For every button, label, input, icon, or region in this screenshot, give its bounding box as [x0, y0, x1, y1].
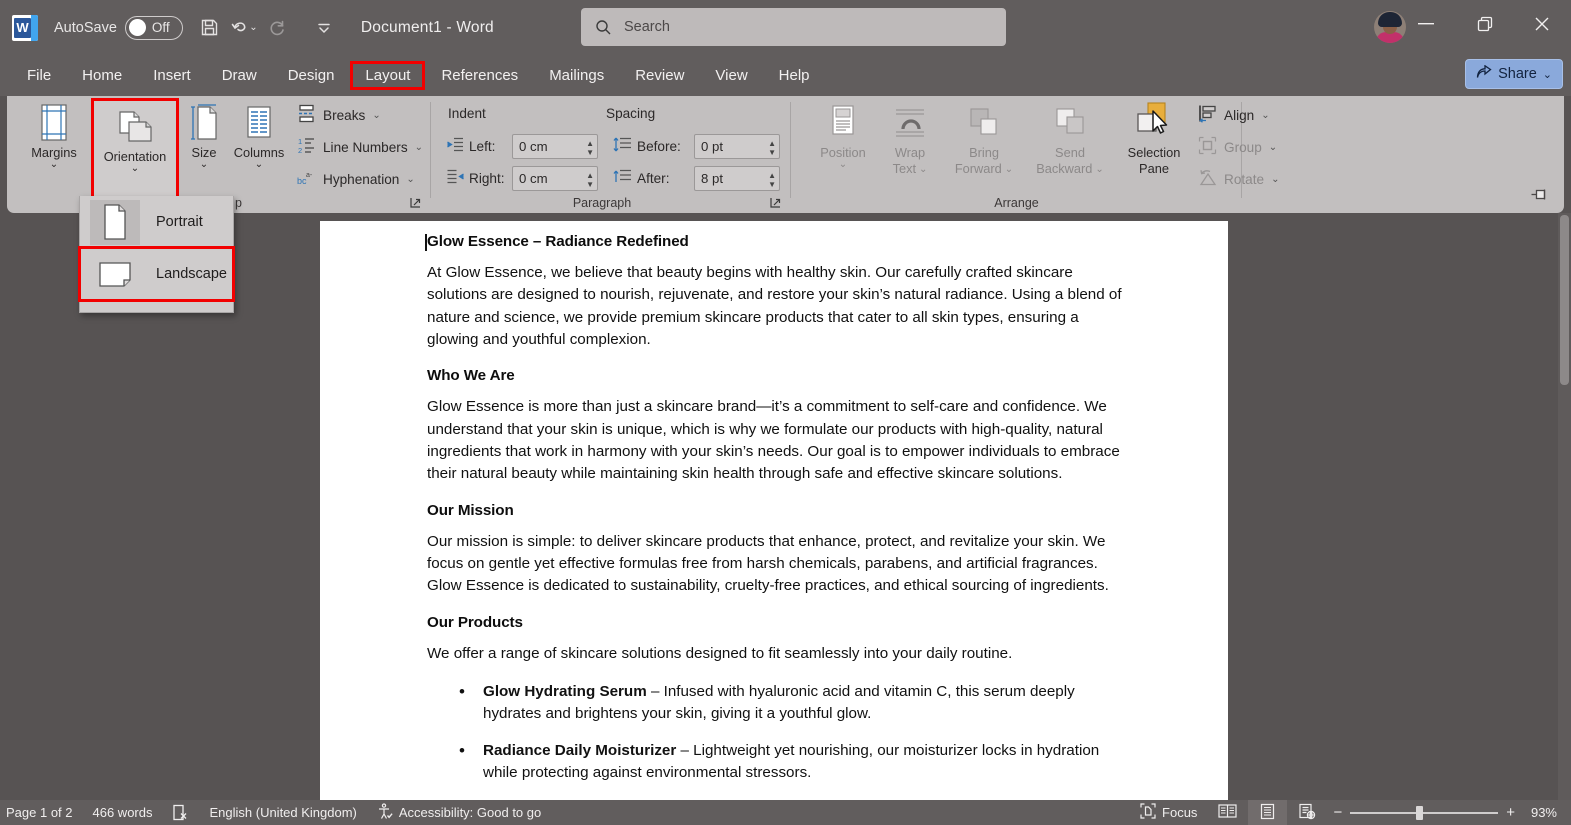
size-icon [186, 101, 222, 143]
zoom-slider-handle[interactable] [1416, 806, 1423, 820]
indent-right-label: Right: [469, 171, 505, 186]
focus-mode-icon [1140, 803, 1156, 822]
chevron-down-icon: ⌄ [372, 109, 381, 121]
ribbon-empty-area [1242, 96, 1564, 213]
ribbon-tab-strip [0, 55, 1571, 96]
tab-layout[interactable]: Layout [352, 63, 423, 88]
minimize-button[interactable] [1403, 0, 1449, 48]
orientation-dropdown-menu [79, 196, 234, 313]
indent-right-stepper[interactable]: ▲ ▼ [586, 170, 594, 189]
tab-insert[interactable]: Insert [153, 67, 191, 84]
indent-left-icon [447, 137, 464, 157]
orientation-button[interactable] [94, 101, 176, 197]
spacing-before-icon [613, 137, 632, 157]
bring-forward-button[interactable] [943, 101, 1025, 176]
selection-pane-label-1: Selection [1127, 145, 1181, 160]
line-numbers-button[interactable] [297, 136, 423, 158]
status-bar [0, 800, 1571, 825]
language-label: English (United Kingdom) [209, 805, 357, 820]
position-button[interactable] [809, 101, 877, 170]
search-box[interactable] [581, 8, 1006, 46]
landscape-page-icon [90, 252, 140, 297]
web-layout-icon [1298, 803, 1316, 823]
spacing-before-input[interactable] [694, 134, 780, 159]
proofing-errors-icon[interactable] [162, 800, 199, 825]
columns-button[interactable] [228, 101, 290, 170]
spacing-after-input[interactable] [694, 166, 780, 191]
orientation-portrait-label: Portrait [156, 214, 203, 230]
read-mode-icon [1218, 803, 1237, 822]
orientation-menu-item-portrait[interactable] [80, 196, 233, 248]
restore-button[interactable] [1462, 0, 1508, 48]
spacing-after-row [613, 166, 780, 191]
indent-right-row [447, 166, 598, 191]
line-numbers-icon [297, 136, 316, 158]
breaks-label: Breaks [323, 107, 366, 123]
svg-text:1: 1 [298, 137, 303, 146]
spacing-before-row [613, 134, 780, 159]
spacing-after-stepper[interactable]: ▲ ▼ [768, 170, 776, 189]
position-label: Position [820, 145, 866, 160]
share-icon [1476, 65, 1492, 83]
doc-paragraph-our-products: We offer a range of skincare solutions designed to fit seamlessly into your daily routine. [427, 644, 1013, 662]
chevron-down-icon: ⌄ [406, 173, 415, 185]
margins-label: Margins [31, 145, 77, 160]
size-label: Size [191, 145, 217, 160]
tab-mailings[interactable]: Mailings [549, 67, 605, 84]
selection-pane-icon [1131, 101, 1177, 143]
hyphenation-button[interactable] [297, 168, 415, 190]
align-label: Align [1224, 107, 1255, 123]
zoom-slider-track[interactable] [1350, 812, 1498, 814]
document-canvas [0, 213, 1571, 800]
spacing-before-stepper[interactable]: ▲ ▼ [768, 138, 776, 157]
zoom-level[interactable] [1521, 800, 1571, 825]
margins-icon [36, 101, 72, 143]
rotate-label: Rotate [1224, 171, 1265, 187]
selection-pane-button[interactable] [1116, 101, 1192, 176]
size-button[interactable] [179, 101, 229, 170]
doc-product-list [427, 681, 1127, 784]
spacing-before-value: 0 pt [701, 139, 723, 154]
page-indicator[interactable] [0, 800, 83, 825]
chevron-down-icon: ⌄ [49, 159, 59, 171]
columns-icon [242, 101, 276, 143]
pin-ribbon-icon[interactable] [1531, 188, 1548, 204]
send-backward-label-2: Backward [1036, 161, 1093, 177]
indent-right-value: 0 cm [519, 171, 548, 186]
spacing-after-value: 8 pt [701, 171, 723, 186]
print-layout-button[interactable] [1248, 800, 1287, 825]
align-icon [1198, 104, 1217, 126]
indent-header: Indent [448, 106, 486, 121]
group-label: Group [1224, 139, 1262, 155]
chevron-down-icon: ⌄ [254, 159, 264, 171]
doc-bullet-2-rest: – Lightweight yet nourishing, our moisturizer locks in hydration while protecting against environmental stressors. [483, 741, 1100, 782]
doc-bullet-2-bold: Radiance Daily Moisturizer [483, 741, 677, 759]
margins-button[interactable] [19, 101, 89, 170]
tab-review[interactable]: Review [635, 67, 685, 84]
chevron-down-icon: ⌄ [1095, 163, 1104, 175]
undo-icon[interactable]: ⌄ [227, 11, 261, 45]
line-numbers-label: Line Numbers [323, 139, 408, 155]
user-avatar[interactable] [1374, 11, 1406, 43]
chevron-down-icon: ⌄ [1271, 173, 1280, 185]
hyphenation-label: Hyphenation [323, 171, 400, 187]
status-bar-right [1130, 800, 1571, 825]
doc-heading-who-we-are: Who We Are [427, 367, 515, 385]
read-mode-button[interactable] [1207, 800, 1248, 825]
doc-paragraph-intro: At Glow Essence, we believe that beauty begins with healthy skin. Our carefully crafted skincare solutions are designed to nourish, rejuvenate, and restore your skin’s natural radiance. Using a blend of nature and science, we provide premium skincare products that cater to all skin types, ensuring a glowing and youthful complexion. [427, 264, 1122, 349]
chevron-down-icon: ⌄ [199, 159, 209, 171]
paragraph-dialog-launcher[interactable] [770, 197, 781, 211]
tab-file[interactable]: File [27, 67, 52, 84]
paragraph-group-label: Paragraph [572, 196, 632, 210]
print-layout-icon [1259, 803, 1276, 823]
ribbon-group-paragraph [431, 96, 791, 213]
autosave-state: Off [151, 20, 170, 35]
focus-mode-label: Focus [1162, 805, 1198, 820]
orientation-menu-item-landscape[interactable] [80, 248, 233, 300]
wrap-text-label-2: Text [892, 161, 917, 177]
focus-mode-button[interactable] [1130, 800, 1207, 825]
chevron-down-icon: ⌄ [1004, 163, 1014, 175]
spacing-after-label: After: [637, 171, 670, 186]
arrange-group-label: Arrange [994, 196, 1039, 210]
bring-forward-label-1: Bring [969, 145, 999, 160]
word-count-label: 466 words [92, 805, 153, 820]
zoom-out-button[interactable]: − [1333, 804, 1343, 821]
redo-icon[interactable] [261, 11, 295, 45]
send-backward-label-1: Send [1055, 145, 1085, 160]
tab-draw[interactable]: Draw [221, 67, 257, 84]
zoom-slider[interactable] [1327, 804, 1521, 821]
doc-bullet-1-bold: Glow Hydrating Serum [483, 683, 647, 701]
orientation-icon [115, 105, 155, 147]
chevron-down-icon: ⌄ [1268, 141, 1278, 153]
chevron-down-icon: ⌄ [1542, 68, 1552, 81]
word-logo-icon: W [12, 15, 38, 41]
tab-help[interactable]: Help [778, 67, 810, 84]
accessibility-icon [377, 803, 393, 823]
scrollbar-thumb[interactable] [1560, 215, 1569, 385]
list-item [427, 740, 1127, 785]
search-placeholder: Search [624, 19, 670, 35]
indent-left-row [447, 134, 598, 159]
svg-text:a-: a- [306, 172, 313, 179]
send-backward-icon [1052, 101, 1088, 143]
doc-heading-our-mission: Our Mission [427, 501, 514, 519]
wrap-text-button[interactable] [881, 101, 939, 176]
document-page[interactable] [320, 221, 1228, 800]
list-item [427, 681, 1127, 726]
ribbon-group-arrange [791, 96, 1280, 213]
indent-left-input[interactable] [512, 134, 598, 159]
ribbon [7, 96, 1564, 213]
svg-text:2: 2 [298, 146, 303, 155]
chevron-down-icon: ⌄ [414, 141, 424, 153]
portrait-page-icon [90, 200, 140, 245]
indent-right-icon [447, 169, 464, 189]
doc-heading-title: Glow Essence – Radiance Redefined [427, 233, 689, 250]
autosave-label: AutoSave [54, 19, 117, 36]
document-title: Document1 - Word [360, 18, 494, 36]
spacing-header: Spacing [606, 106, 656, 121]
send-backward-button[interactable] [1025, 101, 1115, 176]
bring-forward-icon [966, 101, 1002, 143]
indent-left-stepper[interactable]: ▲ ▼ [586, 138, 594, 157]
chevron-down-icon: ⌄ [919, 163, 928, 175]
save-icon[interactable] [193, 11, 227, 45]
indent-right-input[interactable] [512, 166, 598, 191]
customize-quick-access-toolbar-icon[interactable] [307, 11, 341, 45]
breaks-button[interactable] [297, 104, 381, 126]
svg-text:bc: bc [297, 176, 307, 186]
page-setup-dialog-launcher[interactable] [410, 197, 421, 211]
search-icon [595, 19, 612, 36]
autosave-toggle[interactable] [125, 16, 183, 40]
orientation-label: Orientation [103, 149, 167, 164]
chevron-down-icon: ⌄ [838, 159, 848, 171]
tab-view[interactable]: View [715, 67, 748, 84]
accessibility-indicator[interactable] [367, 800, 551, 825]
bring-forward-label-2: Forward [954, 161, 1002, 177]
document-text-body[interactable] [427, 233, 1127, 799]
page-indicator-label: Page 1 of 2 [6, 805, 73, 820]
zoom-in-button[interactable]: + [1506, 804, 1515, 821]
wrap-text-label-1: Wrap [894, 145, 926, 160]
hyphenation-icon [297, 168, 316, 190]
orientation-landscape-label: Landscape [156, 266, 227, 282]
doc-heading-our-products: Our Products [427, 613, 523, 631]
vertical-scrollbar[interactable] [1558, 213, 1571, 800]
language-indicator[interactable] [199, 800, 366, 825]
share-button[interactable] [1465, 59, 1563, 89]
close-button[interactable] [1519, 0, 1565, 48]
spacing-after-icon [613, 169, 632, 189]
breaks-icon [297, 104, 316, 126]
word-count[interactable] [83, 800, 163, 825]
position-icon [827, 101, 859, 143]
tab-home[interactable]: Home [82, 67, 123, 84]
group-icon [1198, 136, 1217, 158]
columns-label: Columns [233, 145, 285, 160]
doc-paragraph-who-we-are: Glow Essence is more than just a skincare brand—it’s a commitment to self-care and confidence. We understand that your skin is unique, which is why we formulate our products with high-quality, natural ingredients that work in harmony with your skin’s needs. Our goal is to empower individuals to embrace their natural beauty while maintaining skin health through safe and effective skincare solutions. [427, 398, 1120, 483]
web-layout-button[interactable] [1287, 800, 1327, 825]
selection-pane-label-2: Pane [1139, 161, 1169, 177]
title-bar [0, 0, 1571, 55]
zoom-level-label: 93% [1530, 805, 1557, 820]
doc-paragraph-our-mission: Our mission is simple: to deliver skincare products that enhance, protect, and revitalize your skin. We focus on gentle yet effective formulas free from harsh chemicals, parabens, and artificial fragrances. Glow Essence is dedicated to sustainability, cruelty-free practices, and ethical sourcing of ingredients. [427, 532, 1109, 595]
chevron-down-icon: ⌄ [1261, 109, 1270, 121]
accessibility-label: Accessibility: Good to go [398, 805, 542, 820]
indent-left-label: Left: [469, 139, 496, 154]
autosave-toggle-knob [129, 19, 146, 36]
indent-left-value: 0 cm [519, 139, 548, 154]
spacing-before-label: Before: [637, 139, 681, 154]
page-setup-group-label: p [235, 196, 242, 210]
rotate-icon [1198, 168, 1217, 190]
tab-design[interactable]: Design [287, 67, 335, 84]
chevron-down-icon: ⌄ [130, 163, 140, 175]
wrap-text-icon [893, 101, 927, 143]
share-label: Share [1498, 66, 1537, 82]
doc-bullet-1-rest: – Infused with hyaluronic acid and vitamin C, this serum deeply hydrates and brightens your skin, giving it a youthful glow. [483, 683, 1075, 723]
tab-references[interactable]: References [441, 67, 519, 84]
